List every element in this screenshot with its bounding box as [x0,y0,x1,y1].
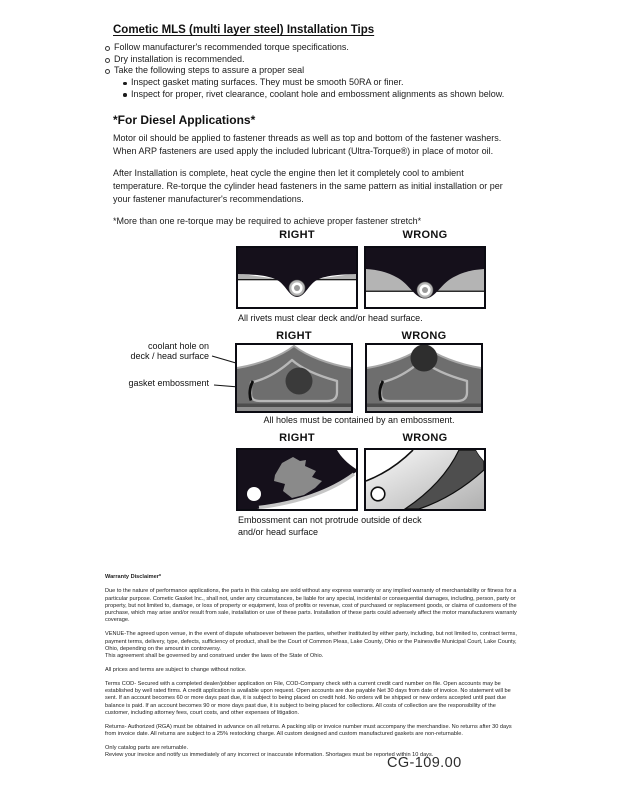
returnable-note: Only catalog parts are returnable. [105,744,189,751]
diesel-paragraph-2: After Installation is complete, heat cycle the engine then let it completely cool to ambient temperature. Re-torque the cylinder head fasteners in the same pattern as initial installation or per your fastener manufacturer's recommendations. [113,167,503,204]
pair2-callout-labels [105,341,209,388]
pair3-caption-line1: Embossment can not protrude outside of deck [238,515,422,525]
rivet-wrong-illustration [366,248,484,307]
terms-cod-paragraph: Terms COD- Secured with a completed dealer/jobber application on File, COD-Company check with a current credit card number on file. Open accounts may be established by well rated firms. A credit application is available upon request. Open accounts are due payable Net 30 days from date of invoice. No statement will be sent. If an account becomes 60 or more days past due, it is subject to being placed on credit hold. No orders will be shipped or new orders accepted until past due balance is paid. If an account becomes 90 or more days past due, it is subject to being placed for collections. All costs of collection are the responsibility of the customer, including attorney fees, court costs, and other expenses of litigation. [105,680,511,716]
protrusion-wrong-illustration [366,450,484,509]
pair1-boxes [236,246,486,309]
diagram-embossment-wrong [365,343,483,413]
gasket-embossment-label: gasket embossment [128,378,209,388]
prices-terms-note: All prices and terms are subject to change without notice. [105,666,247,673]
invoice-review-note: Review your invoice and notify us immediately of any incorrect or inaccurate information. Shortages must be reported within 10 days. [105,752,434,759]
right-label: RIGHT [279,229,315,241]
governing-law-text: This agreement shall be governed by and construed under the laws of the State of Ohio. [105,653,324,660]
pair3-headers [236,432,486,444]
coolant-hole [286,368,313,395]
pair1-headers [236,229,486,241]
pair3-boxes [236,448,486,511]
bolt-hole-icon [371,487,385,501]
diagram-embossment-right [235,343,353,413]
page-title: Cometic MLS (multi layer steel) Installation Tips [113,24,375,36]
right-label: RIGHT [276,330,312,342]
page-code: CG-109.00 [387,755,462,771]
legal-disclaimer-section [105,574,520,766]
diagram-rivet-right [236,246,358,309]
returns-paragraph: Returns- Authorized (RGA) must be obtained in advance on all returns. A packing slip or invoice number must accompany the merchandise. No returns after 30 days from invoice date. All returns are subject to a 25% restocking charge. All custom designed and custom manufactured gaskets are non-returnable. [105,723,512,738]
warranty-paragraph: Due to the nature of performance applications, the parts in this catalog are sold without any express warranty or any implied warranty of merchantability or fitness for a particular purpose. Cometic Gasket Inc., shall not, under any circumstances, be liable for any special, incidental or consequential damages, including, person, party or property, but not limited to, damage, or loss of property or equipment, loss of profits or revenue, cost of purchased or replacement goods, or claims of customers of the purchase, which may arise and/or result from sale, installation or use of these parts. Installation of these parts could adversely affect the motor manufacturers warranty coverage. [105,588,517,624]
pair2-boxes [235,343,483,413]
tip-text: Dry installation is recommended. [114,53,245,64]
pair2-caption: All holes must be contained by an embossment. [263,415,455,425]
wrong-label: WRONG [401,330,447,342]
tip-text: Inspect for proper, rivet clearance, coolant hole and embossment alignments as shown below. [131,88,505,99]
installation-tips-section [105,20,509,237]
rivet-icon [417,282,433,298]
diesel-applications-heading: *For Diesel Applications* [113,112,256,127]
pair2-headers [235,330,483,342]
embossment-right-illustration [237,345,351,411]
tip-text: Inspect gasket mating surfaces. They must be smooth 50RA or finer. [131,77,404,88]
protrusion-right-illustration [238,450,356,509]
pair3-caption [238,514,518,538]
tip-text: Take the following steps to assure a proper seal [114,65,305,76]
retorque-note: *More than one re-torque may be required to achieve proper fastener stretch* [113,215,422,226]
list-item [122,89,509,101]
pair3-caption-line2: and/or head surface [238,527,319,537]
list-item [105,42,509,54]
pair1-caption: All rivets must clear deck and/or head surface. [238,313,423,323]
diagram-protrusion-right [236,448,358,511]
warranty-disclaimer-heading: Warranty Disclaimer* [105,574,162,580]
diagram-protrusion-wrong [364,448,486,511]
venue-text: VENUE-The agreed upon venue, in the event of dispute whatsoever between the parties, whether instituted by either party, including, but not limited to, contract terms, payment terms, delivery, type, defects, sufficiency of product, shall be the Court of Common Pleas, Lake County, Ohio or the Painesville Municipal Court, Lake County, Ohio, depending on the amount in controversy. [105,631,517,652]
tips-list [105,42,509,101]
list-item [105,65,509,77]
diagram-rivet-wrong [364,246,486,309]
venue-paragraph [105,631,520,660]
wrong-label: WRONG [402,432,448,444]
list-item [122,77,509,89]
rivet-right-illustration [238,248,356,307]
rivet-icon [289,280,305,296]
right-label: RIGHT [279,432,315,444]
list-item [105,54,509,66]
bolt-hole-icon [247,487,261,501]
coolant-hole-label: deck / head surface [130,351,209,361]
diesel-paragraph-1: Motor oil should be applied to fastener threads as well as top and bottom of the fastener washers. When ARP fasteners are used apply the included lubricant (Ultra-Torque®) in place of motor oil. [113,132,502,156]
tip-text: Follow manufacturer's recommended torque specifications. [114,42,349,52]
wrong-label: WRONG [402,229,448,241]
coolant-hole [411,345,438,372]
coolant-hole-label: coolant hole on [147,341,209,351]
embossment-wrong-illustration [367,345,481,411]
